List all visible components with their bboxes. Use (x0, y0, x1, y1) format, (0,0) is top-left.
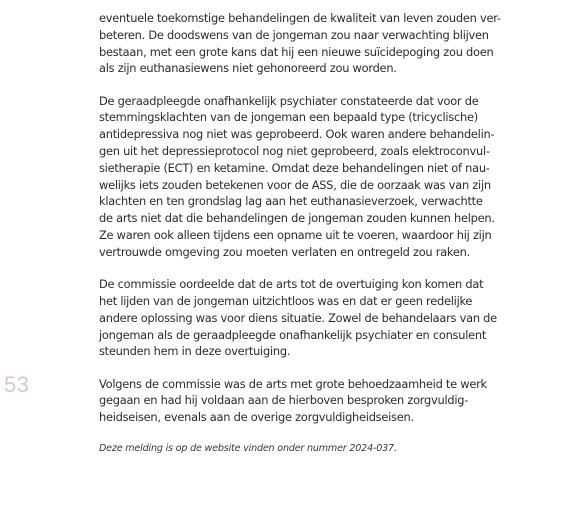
text-line: beteren. De doodswens van de jongeman zou naar verwachting blijven (99, 27, 489, 42)
text-line: steunden hem in deze overtuiging. (99, 344, 291, 359)
text-line: gegaan en had hij voldaan aan de hierboven besproken zorgvuldig- (99, 393, 469, 408)
text-line: sietherapie (ECT) en ketamine. Omdat deze behandelingen niet of nau- (99, 160, 490, 175)
text-line: jongeman als de geraadpleegde onafhankelijk psychiater en consulent (99, 327, 487, 342)
paragraph-4 (99, 376, 499, 426)
text-line: De commissie oordeelde dat de arts tot de overtuiging kon komen dat (99, 277, 484, 292)
text-line: andere oplossing was voor diens situatie. Zowel de behandelaars van de (99, 310, 497, 325)
text-line: eventuele toekomstige behandelingen de kwaliteit van leven zouden ver- (99, 11, 501, 25)
text-line: als zijn euthanasiewens niet gehonoreerd zou worden. (99, 61, 397, 76)
website-reference-note: Deze melding is op de website vinden onder nummer 2024-037. (99, 442, 397, 454)
text-line: De geraadpleegde onafhankelijk psychiater constateerde dat voor de (99, 93, 479, 108)
text-line: stemmingsklachten van de jongeman een bepaald type (tricyclische) (99, 110, 478, 125)
text-line: bestaan, met een grote kans dat hij een nieuwe suïcidepoging zou doen (99, 44, 494, 59)
text-line: klachten en ten grondslag lag aan het euthanasieverzoek, verwachtte (99, 194, 483, 209)
text-line: antidepressiva nog niet was geprobeerd. Ook waren andere behandelin- (99, 127, 495, 142)
paragraph-2 (99, 93, 499, 261)
text-line: gen uit het depressieprotocol nog niet geprobeerd, zoals elektroconvul- (99, 144, 490, 159)
paragraph-1 (99, 10, 499, 77)
text-line: heidseisen, evenals aan de overige zorgvuldigheidseisen. (99, 410, 414, 425)
text-line: welijks iets zouden betekenen voor de ASS, die de oorzaak was van zijn (99, 177, 491, 192)
text-line: Volgens de commissie was de arts met grote behoedzaamheid te werk (99, 376, 487, 391)
paragraph-3 (99, 276, 499, 360)
text-line: vertrouwde omgeving zou moeten verlaten en ontregeld zou raken. (99, 244, 470, 259)
page-number: 53 (4, 372, 30, 397)
text-line: de arts niet dat die behandelingen de jongeman zouden kunnen helpen. (99, 211, 495, 226)
text-line: het lijden van de jongeman uitzichtloos was en dat er geen redelijke (99, 293, 473, 308)
body-text (99, 10, 499, 456)
text-line: Ze waren ook alleen tijdens een opname uit te voeren, waardoor hij zijn (99, 228, 492, 243)
